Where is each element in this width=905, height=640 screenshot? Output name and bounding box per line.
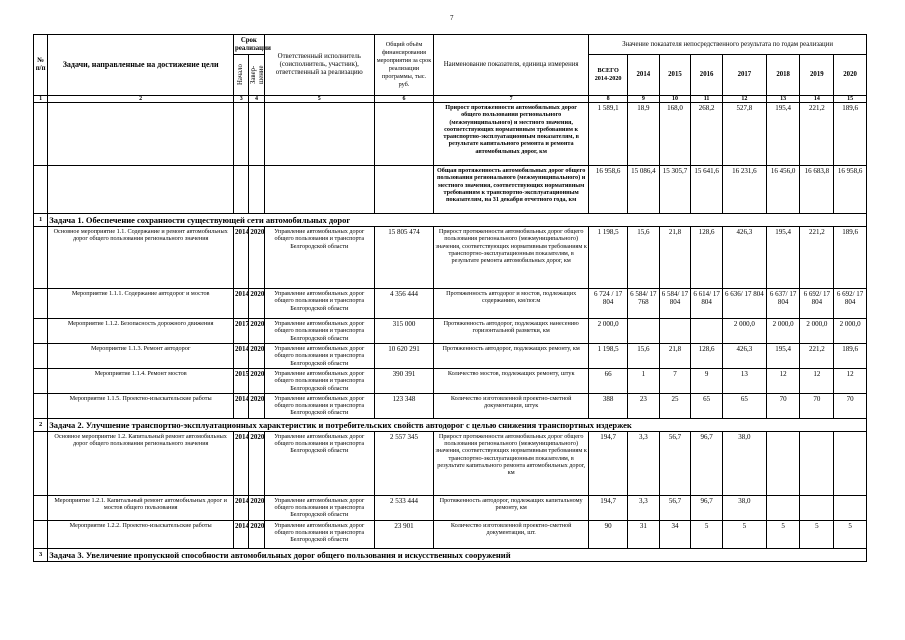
value-cell: 66 bbox=[589, 369, 628, 394]
empty-cell bbox=[264, 103, 374, 166]
header-year: 2015 bbox=[659, 55, 691, 96]
start-year-cell: 2014 bbox=[234, 520, 249, 548]
start-year-cell: 2014 bbox=[234, 344, 249, 369]
value-cell: 2 000,0 bbox=[834, 319, 867, 344]
header-year: 2020 bbox=[834, 55, 867, 96]
column-number: 14 bbox=[800, 96, 834, 103]
indicator-cell: Количество мостов, подлежащих ремонту, штук bbox=[434, 369, 589, 394]
value-cell: 128,6 bbox=[691, 227, 723, 289]
value-cell: 18,9 bbox=[628, 103, 660, 166]
header-end bbox=[249, 55, 264, 96]
column-number: 2 bbox=[48, 96, 234, 103]
start-year-cell: 2014 bbox=[234, 289, 249, 319]
executor-cell: Управление автомобильных дорог общего пользования и транспорта Белгородской области bbox=[264, 319, 374, 344]
column-number: 8 bbox=[589, 96, 628, 103]
indicator-cell: Протяженность автодорог, подлежащих нанесению горизонтальной разметки, км bbox=[434, 319, 589, 344]
end-year-cell: 2020 bbox=[249, 344, 264, 369]
start-year-cell: 2014 bbox=[234, 431, 249, 495]
goal-cell: Основное мероприятие 1.2. Капитальный ремонт автомобильных дорог общего пользования регионального значения bbox=[48, 431, 234, 495]
indicator-cell: Протяженность автодорог, подлежащих ремонту, км bbox=[434, 344, 589, 369]
value-cell: 16 456,0 bbox=[766, 166, 800, 214]
value-cell: 96,7 bbox=[691, 431, 723, 495]
value-cell: 15,6 bbox=[628, 344, 660, 369]
value-cell: 3,3 bbox=[628, 495, 660, 520]
value-cell: 1 198,5 bbox=[589, 227, 628, 289]
table-row bbox=[34, 431, 867, 495]
empty-cell bbox=[249, 166, 264, 214]
start-year-cell: 2017 bbox=[234, 319, 249, 344]
header-year: 2017 bbox=[722, 55, 766, 96]
value-cell: 2 000,0 bbox=[589, 319, 628, 344]
finance-cell: 15 805 474 bbox=[374, 227, 433, 289]
column-number: 3 bbox=[234, 96, 249, 103]
column-number: 5 bbox=[264, 96, 374, 103]
header-period: Срок реализации bbox=[234, 35, 265, 55]
section-title: Задача 2. Улучшение транспортно-эксплуатационных характеристик и потребительских свойств автодорог с целью снижения транспортных издержек bbox=[48, 418, 867, 431]
value-cell: 6 637/ 17 804 bbox=[766, 289, 800, 319]
end-year-cell: 2020 bbox=[249, 520, 264, 548]
finance-cell: 23 901 bbox=[374, 520, 433, 548]
section-number: 3 bbox=[34, 548, 48, 561]
value-cell: 6 692/ 17 804 bbox=[800, 289, 834, 319]
value-cell bbox=[800, 495, 834, 520]
header-executor: Ответственный исполнитель (соисполнитель, участник), ответственный за реализацию bbox=[264, 35, 374, 96]
value-cell: 38,0 bbox=[722, 431, 766, 495]
value-cell: 21,8 bbox=[659, 344, 691, 369]
start-year-cell: 2014 bbox=[234, 495, 249, 520]
value-cell: 189,6 bbox=[834, 227, 867, 289]
value-cell: 12 bbox=[834, 369, 867, 394]
section-row bbox=[34, 418, 867, 431]
finance-cell: 4 356 444 bbox=[374, 289, 433, 319]
value-cell bbox=[659, 319, 691, 344]
indicator-cell: Общая протяженность автомобильных дорог общего пользования регионального (межмуниципального) и местного значения, соответствующих нормативным требованиям к транспортно-эксплуатационным показателям, на 31 декабря отчетного года, км bbox=[434, 166, 589, 214]
table-row bbox=[34, 227, 867, 289]
value-cell: 38,0 bbox=[722, 495, 766, 520]
header-finance: Общий объём финансирования мероприятия за срок реализации программы, тыс. руб. bbox=[374, 35, 433, 96]
end-year-cell: 2020 bbox=[249, 495, 264, 520]
value-cell: 5 bbox=[691, 520, 723, 548]
header-start bbox=[234, 55, 249, 96]
row-number-cell bbox=[34, 431, 48, 495]
value-cell: 1 bbox=[628, 369, 660, 394]
value-cell: 6 724 / 17 804 bbox=[589, 289, 628, 319]
section-number: 2 bbox=[34, 418, 48, 431]
start-year-cell: 2014 bbox=[234, 227, 249, 289]
indicator-cell: Протяженность автодорог и мостов, подлежащих содержанию, км/пог.м bbox=[434, 289, 589, 319]
row-number-cell bbox=[34, 319, 48, 344]
value-cell: 1 198,5 bbox=[589, 344, 628, 369]
value-cell: 31 bbox=[628, 520, 660, 548]
goal-cell: Мероприятие 1.2.2. Проектно-изыскательские работы bbox=[48, 520, 234, 548]
value-cell: 96,7 bbox=[691, 495, 723, 520]
end-year-cell: 2020 bbox=[249, 289, 264, 319]
empty-cell bbox=[234, 103, 249, 166]
value-cell: 2 000,0 bbox=[722, 319, 766, 344]
row-number-cell bbox=[34, 369, 48, 394]
value-cell: 168,0 bbox=[659, 103, 691, 166]
empty-cell bbox=[48, 103, 234, 166]
row-number-cell bbox=[34, 495, 48, 520]
value-cell: 527,8 bbox=[722, 103, 766, 166]
end-year-cell: 2020 bbox=[249, 227, 264, 289]
table-row bbox=[34, 520, 867, 548]
value-cell: 6 614/ 17 804 bbox=[691, 289, 723, 319]
goal-cell: Мероприятие 1.1.5. Проектно-изыскательские работы bbox=[48, 393, 234, 418]
value-cell: 90 bbox=[589, 520, 628, 548]
header-total: ВСЕГО 2014-2020 bbox=[589, 55, 628, 96]
indicator-cell: Прирост протяженности автомобильных дорог общего пользования регионального (межмуниципального) значения, соответствующих нормативным требованиям к транспортно-эксплуатационным показателям, в результате капитального ремонта автомобильных дорог, км bbox=[434, 431, 589, 495]
value-cell: 221,2 bbox=[800, 227, 834, 289]
value-cell: 16 683,8 bbox=[800, 166, 834, 214]
finance-cell: 2 533 444 bbox=[374, 495, 433, 520]
table-row bbox=[34, 319, 867, 344]
value-cell: 23 bbox=[628, 393, 660, 418]
column-number: 6 bbox=[374, 96, 433, 103]
value-cell: 221,2 bbox=[800, 103, 834, 166]
value-cell: 16 958,6 bbox=[589, 166, 628, 214]
header-year: 2018 bbox=[766, 55, 800, 96]
header-goal: Задачи, направленные на достижение цели bbox=[48, 35, 234, 96]
value-cell: 195,4 bbox=[766, 103, 800, 166]
end-year-cell: 2020 bbox=[249, 319, 264, 344]
table-row bbox=[34, 344, 867, 369]
executor-cell: Управление автомобильных дорог общего пользования и транспорта Белгородской области bbox=[264, 431, 374, 495]
column-number: 7 bbox=[434, 96, 589, 103]
executor-cell: Управление автомобильных дорог общего пользования и транспорта Белгородской области bbox=[264, 520, 374, 548]
value-cell: 15 305,7 bbox=[659, 166, 691, 214]
column-number: 4 bbox=[249, 96, 264, 103]
row-number-cell bbox=[34, 520, 48, 548]
value-cell: 7 bbox=[659, 369, 691, 394]
section-title: Задача 3. Увеличение пропускной способности автомобильных дорог общего пользования и искусственных сооружений bbox=[48, 548, 867, 561]
section-title: Задача 1. Обеспечение сохранности существующей сети автомобильных дорог bbox=[48, 214, 867, 227]
value-cell: 16 958,6 bbox=[834, 166, 867, 214]
empty-cell bbox=[374, 103, 433, 166]
empty-cell bbox=[234, 166, 249, 214]
table-row bbox=[34, 289, 867, 319]
value-cell: 15 086,4 bbox=[628, 166, 660, 214]
value-cell: 6 692/ 17 804 bbox=[834, 289, 867, 319]
indicator-cell: Протяженность автодорог, подлежащих капитальному ремонту, км bbox=[434, 495, 589, 520]
table-row bbox=[34, 369, 867, 394]
table-row bbox=[34, 393, 867, 418]
column-number-row bbox=[34, 96, 867, 103]
value-cell bbox=[800, 431, 834, 495]
value-cell: 5 bbox=[800, 520, 834, 548]
goal-cell: Мероприятие 1.1.3. Ремонт автодорог bbox=[48, 344, 234, 369]
value-cell: 2 000,0 bbox=[766, 319, 800, 344]
section-number: 1 bbox=[34, 214, 48, 227]
empty-cell bbox=[264, 166, 374, 214]
value-cell: 6 584/ 17 768 bbox=[628, 289, 660, 319]
value-cell: 221,2 bbox=[800, 344, 834, 369]
value-cell bbox=[834, 495, 867, 520]
value-cell: 70 bbox=[800, 393, 834, 418]
end-year-cell: 2020 bbox=[249, 431, 264, 495]
value-cell: 5 bbox=[834, 520, 867, 548]
value-cell: 25 bbox=[659, 393, 691, 418]
program-table bbox=[33, 34, 867, 562]
value-cell: 1 589,1 bbox=[589, 103, 628, 166]
value-cell: 3,3 bbox=[628, 431, 660, 495]
page-number: 7 bbox=[450, 14, 454, 22]
empty-cell bbox=[34, 166, 48, 214]
value-cell: 194,7 bbox=[589, 431, 628, 495]
value-cell: 128,6 bbox=[691, 344, 723, 369]
value-cell: 12 bbox=[766, 369, 800, 394]
row-number-cell bbox=[34, 344, 48, 369]
value-cell: 13 bbox=[722, 369, 766, 394]
value-cell: 56,7 bbox=[659, 431, 691, 495]
column-number: 1 bbox=[34, 96, 48, 103]
finance-cell: 390 391 bbox=[374, 369, 433, 394]
value-cell: 194,7 bbox=[589, 495, 628, 520]
value-cell: 189,6 bbox=[834, 344, 867, 369]
column-number: 15 bbox=[834, 96, 867, 103]
value-cell: 195,4 bbox=[766, 344, 800, 369]
value-cell bbox=[834, 431, 867, 495]
header-year: 2014 bbox=[628, 55, 660, 96]
value-cell: 268,2 bbox=[691, 103, 723, 166]
executor-cell: Управление автомобильных дорог общего пользования и транспорта Белгородской области bbox=[264, 495, 374, 520]
indicator-row bbox=[34, 166, 867, 214]
goal-cell: Мероприятие 1.2.1. Капитальный ремонт автомобильных дорог и мостов общего пользования bbox=[48, 495, 234, 520]
goal-cell: Мероприятие 1.1.4. Ремонт мостов bbox=[48, 369, 234, 394]
indicator-row bbox=[34, 103, 867, 166]
value-cell: 34 bbox=[659, 520, 691, 548]
header-end-label: Завер- шение bbox=[250, 65, 266, 85]
column-number: 11 bbox=[691, 96, 723, 103]
value-cell: 5 bbox=[766, 520, 800, 548]
header-values-title: Значение показателя непосредственного результата по годам реализации bbox=[589, 35, 867, 55]
executor-cell: Управление автомобильных дорог общего пользования и транспорта Белгородской области bbox=[264, 344, 374, 369]
finance-cell: 315 000 bbox=[374, 319, 433, 344]
value-cell: 12 bbox=[800, 369, 834, 394]
value-cell: 70 bbox=[834, 393, 867, 418]
value-cell: 56,7 bbox=[659, 495, 691, 520]
value-cell: 426,3 bbox=[722, 227, 766, 289]
row-number-cell bbox=[34, 227, 48, 289]
value-cell: 189,6 bbox=[834, 103, 867, 166]
goal-cell: Основное мероприятие 1.1. Содержание и ремонт автомобильных дорог общего пользования регионального значения bbox=[48, 227, 234, 289]
executor-cell: Управление автомобильных дорог общего пользования и транспорта Белгородской области bbox=[264, 289, 374, 319]
section-row bbox=[34, 548, 867, 561]
indicator-cell: Прирост протяженности автомобильных дорог общего пользования регионального (межмуниципального) и местного значения, соответствующих нормативным требованиям к транспортно-эксплуатационным показателям, в результате капитального ремонта и ремонта автомобильных дорог, км bbox=[434, 103, 589, 166]
value-cell: 2 000,0 bbox=[800, 319, 834, 344]
executor-cell: Управление автомобильных дорог общего пользования и транспорта Белгородской области bbox=[264, 369, 374, 394]
value-cell: 388 bbox=[589, 393, 628, 418]
header-year: 2016 bbox=[691, 55, 723, 96]
value-cell: 15,6 bbox=[628, 227, 660, 289]
table-row bbox=[34, 495, 867, 520]
empty-cell bbox=[374, 166, 433, 214]
column-number: 9 bbox=[628, 96, 660, 103]
finance-cell: 123 348 bbox=[374, 393, 433, 418]
value-cell bbox=[691, 319, 723, 344]
end-year-cell: 2020 bbox=[249, 369, 264, 394]
value-cell: 195,4 bbox=[766, 227, 800, 289]
row-number-cell bbox=[34, 393, 48, 418]
empty-cell bbox=[34, 103, 48, 166]
value-cell: 6 636/ 17 804 bbox=[722, 289, 766, 319]
column-number: 10 bbox=[659, 96, 691, 103]
finance-cell: 10 620 291 bbox=[374, 344, 433, 369]
value-cell: 70 bbox=[766, 393, 800, 418]
column-number: 12 bbox=[722, 96, 766, 103]
executor-cell: Управление автомобильных дорог общего пользования и транспорта Белгородской области bbox=[264, 227, 374, 289]
goal-cell: Мероприятие 1.1.2. Безопасность дорожного движения bbox=[48, 319, 234, 344]
value-cell: 16 231,6 bbox=[722, 166, 766, 214]
indicator-cell: Количество изготовленной проектно-сметной документации, шт. bbox=[434, 520, 589, 548]
value-cell: 15 641,6 bbox=[691, 166, 723, 214]
value-cell: 5 bbox=[722, 520, 766, 548]
value-cell: 9 bbox=[691, 369, 723, 394]
section-row bbox=[34, 214, 867, 227]
header-num: № п/п bbox=[34, 35, 48, 96]
header-start-label: Начало bbox=[237, 64, 245, 86]
row-number-cell bbox=[34, 289, 48, 319]
header-indicator: Наименование показателя, единица измерения bbox=[434, 35, 589, 96]
value-cell: 65 bbox=[722, 393, 766, 418]
value-cell: 6 584/ 17 804 bbox=[659, 289, 691, 319]
empty-cell bbox=[48, 166, 234, 214]
goal-cell: Мероприятие 1.1.1. Содержание автодорог и мостов bbox=[48, 289, 234, 319]
value-cell bbox=[766, 431, 800, 495]
value-cell bbox=[628, 319, 660, 344]
start-year-cell: 2014 bbox=[234, 393, 249, 418]
header-row bbox=[34, 35, 867, 55]
value-cell: 21,8 bbox=[659, 227, 691, 289]
column-number: 13 bbox=[766, 96, 800, 103]
start-year-cell: 2015 bbox=[234, 369, 249, 394]
value-cell: 65 bbox=[691, 393, 723, 418]
executor-cell: Управление автомобильных дорог общего пользования и транспорта Белгородской области bbox=[264, 393, 374, 418]
empty-cell bbox=[249, 103, 264, 166]
value-cell: 426,3 bbox=[722, 344, 766, 369]
value-cell bbox=[766, 495, 800, 520]
end-year-cell: 2020 bbox=[249, 393, 264, 418]
header-year: 2019 bbox=[800, 55, 834, 96]
indicator-cell: Количество изготовленной проектно-сметной документации, штук bbox=[434, 393, 589, 418]
indicator-cell: Прирост протяженности автомобильных дорог общего пользования регионального (межмуниципального) значения, соответствующих нормативным требованиям к транспортно-эксплуатационным показателям, в результате ремонта автомобильных дорог, км bbox=[434, 227, 589, 289]
finance-cell: 2 557 345 bbox=[374, 431, 433, 495]
